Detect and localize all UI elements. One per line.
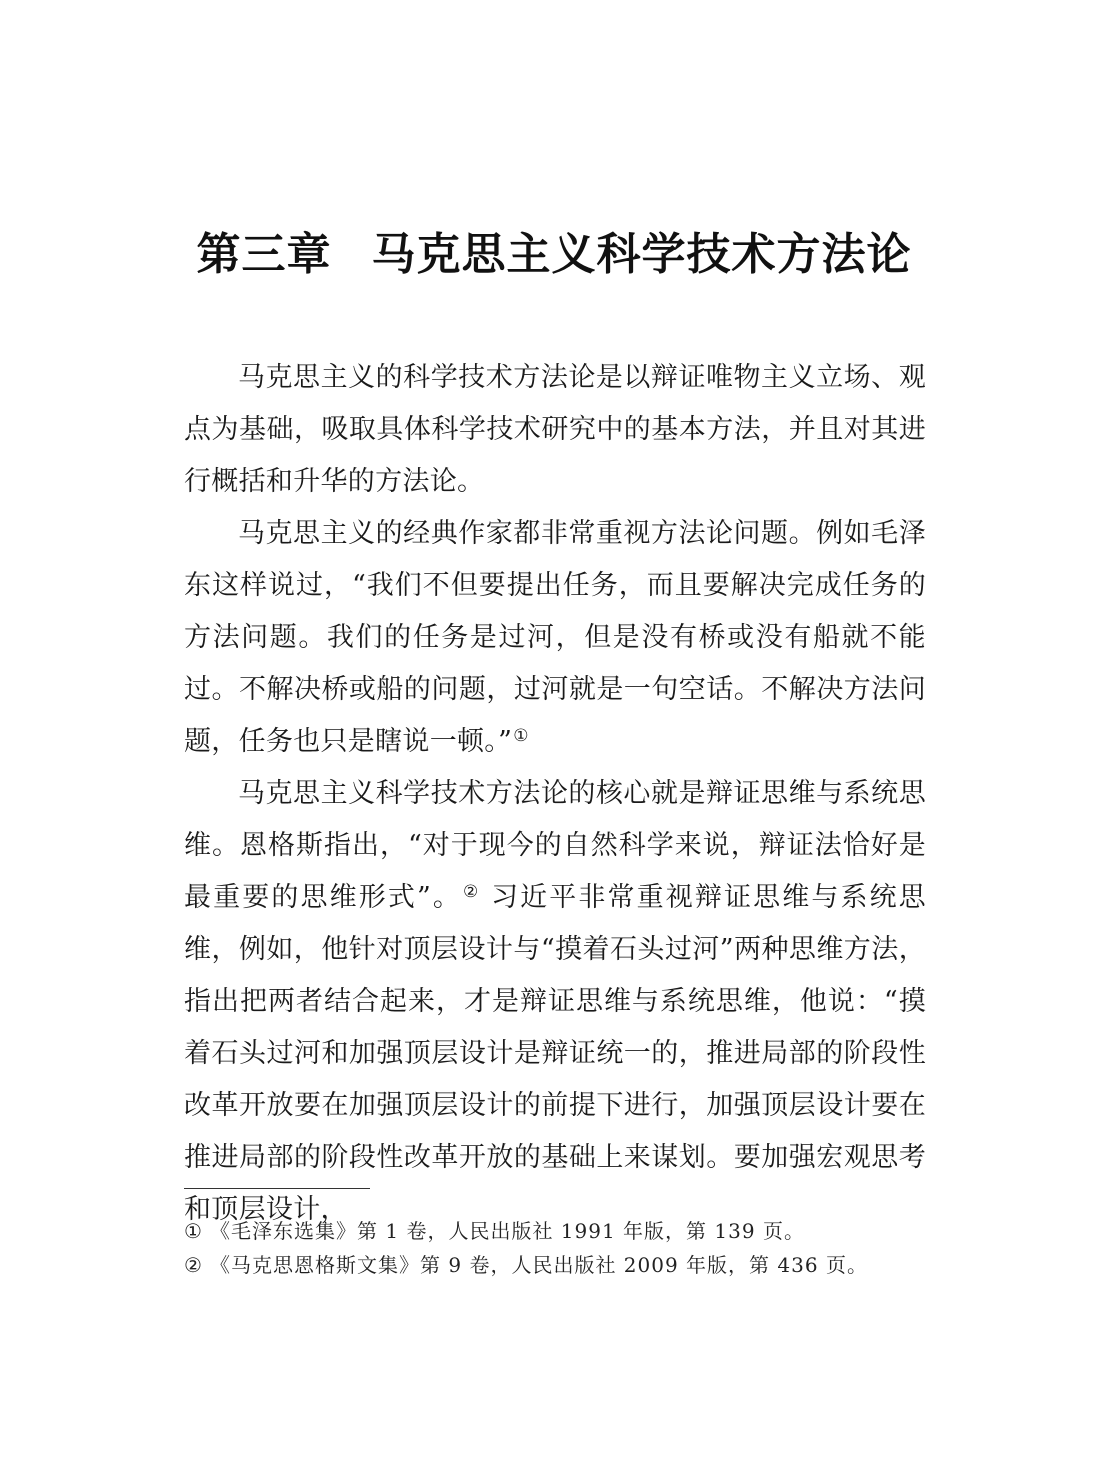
chapter-number: 第三章 <box>196 229 332 281</box>
paragraph-1-text: 马克思主义的科学技术方法论是以辩证唯物主义立场、观点为基础，吸取具体科学技术研究中的基本方法，并且对其进行概括和升华的方法论。 <box>184 362 926 497</box>
chapter-title <box>0 225 1108 285</box>
paragraph-1 <box>184 352 926 508</box>
footnote-1-mark: ① <box>184 1219 203 1243</box>
footnotes <box>184 1214 926 1282</box>
footnote-2 <box>184 1248 926 1282</box>
paragraph-2-text: 马克思主义的经典作家都非常重视方法论问题。例如毛泽东这样说过，“我们不但要提出任务，而且要解决完成任务的方法问题。我们的任务是过河，但是没有桥或没有船就不能过。不解决桥或船的问题，过河就是一句空话。不解决方法问题，任务也只是瞎说一顿。” <box>184 518 926 757</box>
footnote-2-mark: ② <box>184 1253 203 1277</box>
footnote-1 <box>184 1214 926 1248</box>
chapter-heading: 马克思主义科学技术方法论 <box>371 229 912 281</box>
paragraph-3-text-a: 马克思主义科学技术方法论的核心就是辩证思维与系统思维。恩格斯指出，“对于现今的自然科学来说，辩证法恰好是最重要的思维形式”。 <box>184 778 926 913</box>
footnote-divider <box>184 1188 370 1189</box>
footnote-ref-2[interactable]: ② <box>462 882 481 902</box>
paragraph-2 <box>184 508 926 768</box>
footnote-ref-1[interactable]: ① <box>513 726 529 746</box>
paragraph-3-text-b: 习近平非常重视辩证思维与系统思维，例如，他针对顶层设计与“摸着石头过河”两种思维方法，指出把两者结合起来，才是辩证思维与系统思维，他说：“摸着石头过河和加强顶层设计是辩证统一的，推进局部的阶段性改革开放要在加强顶层设计的前提下进行，加强顶层设计要在推进局部的阶段性改革开放的基础上来谋划。要加强宏观思考和顶层设计， <box>184 882 926 1225</box>
paragraph-3 <box>184 768 926 1236</box>
body-text <box>184 352 926 1236</box>
footnote-1-text: 《毛泽东选集》第 1 卷，人民出版社 1991 年版，第 139 页。 <box>210 1219 805 1243</box>
footnote-2-text: 《马克思恩格斯文集》第 9 卷，人民出版社 2009 年版，第 436 页。 <box>210 1253 868 1277</box>
